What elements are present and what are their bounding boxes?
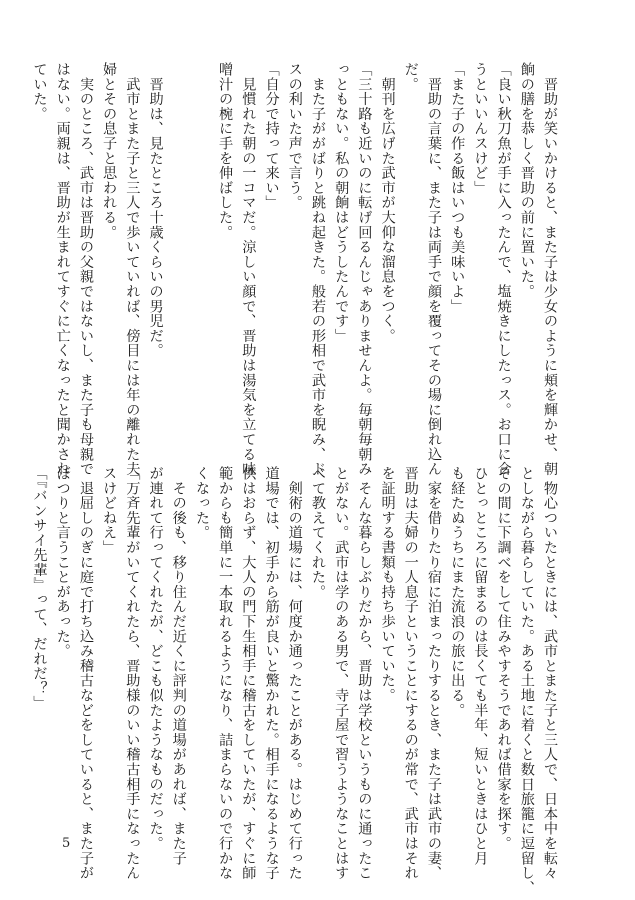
page-number: 5 — [62, 836, 71, 851]
text-line: 朝刊を広げた武市が大仰な溜息をつく。 — [379, 62, 396, 344]
text-line: 物心ついたときには、武市とまた子と三人で、日本中を転々 — [542, 466, 558, 881]
text-line: 武市とまた子と三人で歩いていれば、傍目には年の離れた夫 — [124, 62, 141, 477]
text-line: そんな暮らしぶりだから、晋助は学校というものに通ったこ — [356, 466, 373, 881]
blank-line — [167, 62, 190, 442]
text-line: 家を借りたり宿に泊まったりするとき、また子は武市の妻、 — [425, 466, 442, 881]
text-line: 道場では、初手から筋が良いと驚かれた。相手になるような子 — [263, 466, 280, 881]
text-block-lower — [31, 466, 561, 896]
text-line: 晋助は、見たところ十歳くらいの男児だ。 — [147, 62, 164, 358]
text-line: はない。両親は、晋助が生まれてすぐに亡くなったと聞かされ — [54, 62, 71, 477]
text-line: っともない。私の朝餉はどうしたんです」 — [333, 62, 350, 344]
text-line: その後も、移り住んだ近くに評判の道場があれば、また子 — [170, 466, 187, 866]
text-line: また子ががばりと跳ね起きた。般若の形相で武市を睨み、ド — [309, 62, 326, 477]
text-line: 晋助は夫婦の一人息子ということにするのが常で、武市はそれ — [402, 466, 419, 881]
text-line: 「良い秋刀魚が手に入ったんで、塩焼きにしたっス。お口に合 — [495, 62, 512, 477]
text-line: その間に下調べをして住みやすそうであれば借家を探す。 — [495, 466, 512, 851]
text-line: 供はおらず、大人の門下生相手に稽古をしていたが、すぐに師 — [240, 466, 257, 881]
text-line: 剣術の道場には、何度か通ったことがある。はじめて行った — [286, 466, 303, 881]
text-line: くなった。 — [193, 466, 210, 540]
text-line: 見慣れた朝の一コマだ。涼しい顔で、晋助は湯気を立てる味 — [240, 62, 257, 477]
text-line: 晋助が笑いかけると、また子は少女のように頬を輝かせ、朝 — [542, 62, 558, 477]
text-line: ていた。 — [31, 62, 48, 122]
text-line: も経たぬうちにまた流浪の旅に出る。 — [449, 466, 466, 718]
text-line: スけどねえ」 — [101, 466, 118, 555]
text-line: 餉の膳を恭しく晋助の前に置いた。 — [518, 62, 535, 299]
text-line: 「三十路も近いのに転げ回るんじゃありませんよ。毎朝毎朝み — [356, 62, 373, 477]
text-line: うといいんスけど」 — [472, 62, 489, 196]
text-line: 「自分で持って来い」 — [263, 62, 280, 210]
text-line: 範からも簡単に一本取れるようになり、詰まらないので行かな — [217, 466, 234, 881]
text-line: 噌汁の椀に手を伸ばした。 — [217, 62, 234, 240]
text-line: 「また子の作る飯はいつも美味いよ」 — [449, 62, 466, 314]
text-line: 「万斉先輩がいてくれたら、晋助様のいい稽古相手になったん — [124, 466, 141, 881]
text-line: スの利いた声で言う。 — [286, 62, 303, 210]
text-line: 「『バンサイ先輩』って、だれだ？」 — [31, 466, 48, 711]
text-line: 婦とその息子と思われる。 — [101, 62, 118, 240]
text-line: べて教えてくれた。 — [309, 466, 326, 600]
text-line: が連れて行ってくれたが、どこも似たようなものだった。 — [147, 466, 164, 851]
text-line: だ。 — [402, 62, 419, 92]
blank-line — [190, 62, 213, 442]
text-line: 退屈しのぎに庭で打ち込み稽古などをしていると、また子が — [77, 466, 94, 881]
text-line: 実のところ、武市は晋助の父親ではないし、また子も母親で — [77, 62, 94, 477]
text-line: とがない。武市は学のある男で、寺子屋で習うようなことはす — [333, 466, 350, 881]
text-line: ひとっところに留まるのは長くても半年、短いときはひと月 — [472, 466, 489, 866]
text-line: ぼつりと言うことがあった。 — [54, 466, 71, 659]
text-block-upper — [31, 62, 561, 477]
text-line: 晋助の言葉に、また子は両手で顔を覆ってその場に倒れ込ん — [425, 62, 442, 477]
text-line: を証明する書類も持ち歩いていた。 — [379, 466, 396, 703]
text-line: としながら暮らしていた。ある土地に着くと数日旅籠に逗留し、 — [518, 466, 535, 896]
